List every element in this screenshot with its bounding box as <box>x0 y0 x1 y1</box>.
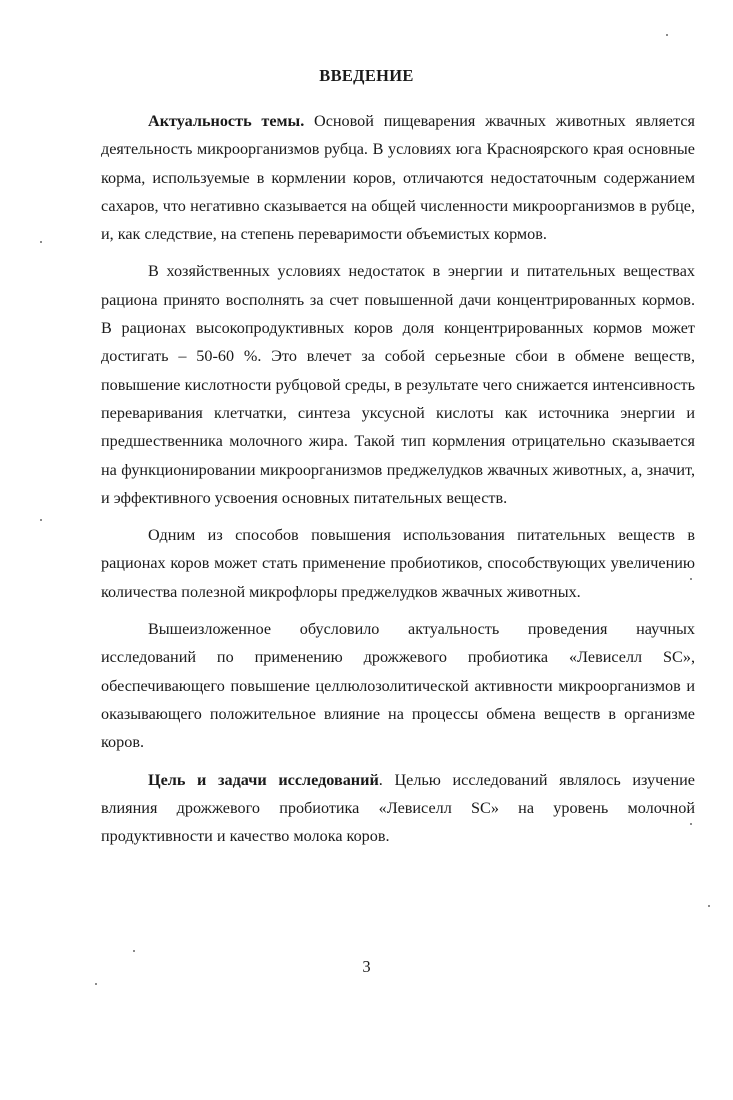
paragraph-probiotics: Одним из способов повышения использования питательных веществ в рационах коров может стать применение пробиотиков, способствующих увеличению количества полезной микрофлоры преджелудков жвачных животных. <box>101 526 695 601</box>
paragraph-goals <box>101 766 695 851</box>
body-text <box>101 107 695 850</box>
scan-speck <box>666 34 668 36</box>
paragraph-concentrates: В хозяйственных условиях недостаток в энергии и питательных веществах рациона принято восполнять за счет повышенной дачи концентрированных кормов. В рационах высокопродуктивных коров доля концентрированных кормов может достигать – 50-60 %. Это влечет за собой серьезные сбои в обмене веществ, повышение кислотности рубцовой среды, в результате чего снижается интенсивность переваривания клетчатки, синтеза уксусной кислоты как источника энергии и предшественника молочного жира. Такой тип кормления отрицательно сказывается на функционировании микроорганизмов преджелудков жвачных животных, а, значит, и эффективного усвоения основных питательных веществ. <box>101 262 695 507</box>
scan-speck <box>40 519 42 521</box>
paragraph-text: Основой пищеварения жвачных животных является деятельность микроорганизмов рубца. В условиях юга Красноярского края основные корма, используемые в кормлении коров, отличаются недостаточным содержанием сахаров, что негативно сказывается на общей численности микроорганизмов в рубце, и, как следствие, на степень переваримости объемистых кормов. <box>101 112 696 244</box>
page-title: ВВЕДЕНИЕ <box>319 66 414 85</box>
paragraph-lead: Цель и задачи исследований <box>148 770 379 789</box>
scan-speck <box>40 241 42 243</box>
scan-speck <box>133 950 135 952</box>
scan-speck <box>708 905 710 907</box>
page-number: 3 <box>362 957 371 976</box>
scan-speck <box>690 823 692 825</box>
paragraph-motivation: Вышеизложенное обусловило актуальность проведения научных исследований по применению дрожжевого пробиотика «Левиселл SC», обеспечивающего повышение целлюлозолитической активности микроорганизмов и оказывающего положительное влияние на процессы обмена веществ в организме коров. <box>101 620 695 752</box>
scan-speck <box>95 983 97 985</box>
scan-speck <box>690 578 692 580</box>
paragraph-lead: Актуальность темы. <box>148 112 305 130</box>
paragraph-relevance <box>101 107 695 248</box>
paragraph-text: . Целью исследований являлось изучение влияния дрожжевого пробиотика «Левиселл SC» на уровень молочной продуктивности и качество молока коров. <box>101 770 695 846</box>
